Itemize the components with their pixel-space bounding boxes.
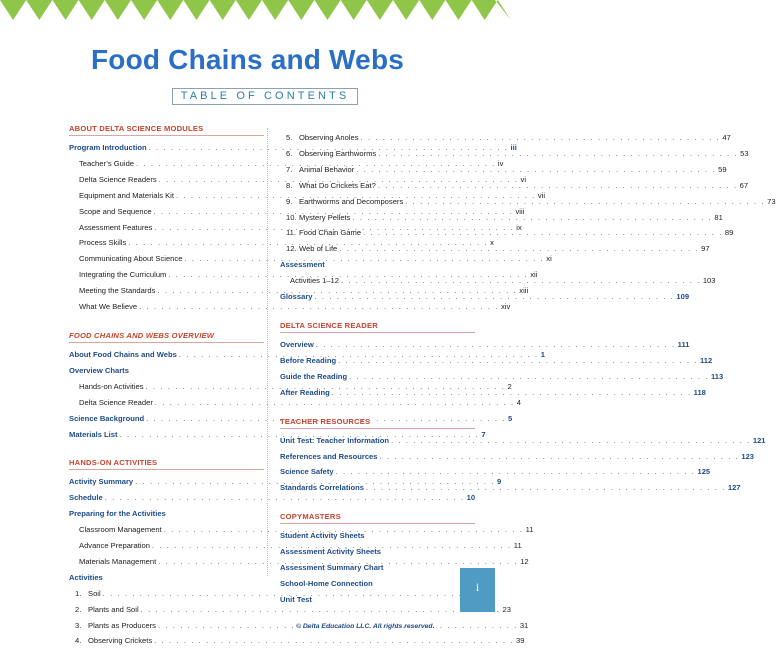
leader-dots — [363, 225, 723, 241]
copymaster-item[interactable]: Assessment Summary Chart — [280, 563, 384, 573]
toc-entry[interactable] — [280, 433, 766, 449]
leader-dots — [356, 162, 716, 178]
entry-page: 112 — [699, 355, 713, 365]
toc-entry[interactable] — [69, 633, 525, 649]
overview-heading-text: FOOD CHAINS AND WEBS OVERVIEW — [69, 330, 215, 340]
copymaster-item[interactable]: Assessment Activity Sheets — [280, 547, 382, 557]
entry-label: Program Introduction — [69, 143, 147, 152]
entry-label — [286, 225, 361, 241]
entry-label — [286, 210, 350, 226]
entry-page: vii — [537, 190, 546, 200]
entry-page: ix — [516, 222, 522, 232]
entry-page: 97 — [701, 244, 710, 254]
entry-page: 23 — [502, 604, 511, 614]
toc-entry[interactable] — [280, 480, 741, 496]
entry-label: Integrating the Curriculum — [79, 270, 167, 280]
entry-title: Plants as Producers — [88, 620, 156, 630]
section-heading-teacher: TEACHER RESOURCES — [280, 417, 475, 429]
section-heading-hands-on: HANDS-ON ACTIVITIES — [69, 458, 264, 470]
entry-title: Food Chain Game — [299, 228, 362, 238]
entry-label — [75, 586, 101, 602]
entry-label: Process Skills — [79, 238, 127, 248]
entry-page: x — [490, 238, 494, 248]
entry-label — [75, 602, 139, 618]
toc-entry[interactable] — [280, 369, 724, 385]
entry-title: Web of Life — [299, 244, 338, 254]
entry-page: 121 — [752, 435, 766, 445]
entry-label — [286, 194, 403, 210]
entry-label: Materials Management — [79, 556, 157, 566]
entry-page: 113 — [710, 371, 724, 381]
entry-number: 10. — [286, 212, 297, 222]
leader-dots — [332, 385, 692, 401]
copymaster-item[interactable]: Student Activity Sheets — [280, 531, 365, 541]
entry-label — [75, 633, 152, 649]
entry-label: Materials List — [69, 429, 118, 439]
entry-number: 9. — [286, 196, 293, 206]
entry-label: Science Background — [69, 413, 145, 423]
teacher-list — [280, 433, 766, 497]
entry-page: 10 — [466, 493, 476, 503]
toc-label: TABLE OF CONTENTS — [172, 88, 358, 105]
entry-page: xiv — [500, 302, 511, 312]
entry-page: 127 — [727, 483, 741, 493]
entry-page: iii — [510, 143, 517, 152]
toc-entry-schedule[interactable] — [69, 490, 476, 506]
entry-page: 2 — [507, 381, 512, 391]
entry-label: Delta Science Reader — [79, 397, 153, 407]
entry-label — [286, 130, 359, 146]
entry-page: 59 — [718, 164, 727, 174]
entry-page: 1 — [540, 349, 545, 359]
leader-dots — [154, 633, 514, 649]
entry-label: Teacher’s Guide — [79, 158, 135, 168]
entry-page: 67 — [739, 180, 749, 190]
toc-entry[interactable] — [280, 241, 710, 257]
entry-page: iv — [497, 158, 504, 168]
entry-number: 3. — [75, 620, 82, 630]
toc-entry[interactable] — [69, 586, 264, 602]
entry-label: Advance Preparation — [79, 541, 150, 551]
leader-dots — [380, 449, 740, 465]
entry-page: 123 — [741, 451, 755, 461]
entry-page: 53 — [740, 148, 749, 158]
entry-page: 47 — [722, 133, 731, 142]
entry-label — [286, 162, 354, 178]
entry-number: 12. — [286, 244, 297, 254]
leader-dots — [391, 433, 751, 449]
overview-charts-label: Overview Charts — [69, 365, 129, 375]
entry-number: 4. — [75, 636, 82, 646]
entry-label: Classroom Management — [79, 525, 162, 535]
entry-title: Observing Crickets — [88, 636, 153, 646]
leader-dots — [352, 210, 712, 226]
entry-label: Scope and Sequence — [79, 206, 152, 216]
entry-title: Plants and Soil — [88, 604, 139, 614]
entry-page: vi — [520, 174, 527, 184]
section-heading-overview — [69, 331, 264, 343]
page-number-tab — [460, 568, 495, 612]
entry-label — [286, 146, 376, 162]
entry-number: 1. — [75, 588, 82, 598]
leader-dots — [339, 241, 699, 257]
entry-title: Observing Earthworms — [299, 148, 377, 158]
leader-dots — [316, 337, 676, 353]
zigzag-teeth — [0, 0, 511, 20]
leader-dots — [336, 464, 696, 480]
entry-label: Science Safety — [280, 467, 334, 477]
entry-page: xi — [546, 254, 552, 264]
entry-number: 8. — [286, 180, 293, 190]
toc-entry[interactable] — [280, 337, 690, 353]
toc-entry[interactable] — [69, 395, 521, 411]
entry-page: 103 — [702, 276, 716, 286]
entry-page: 73 — [767, 196, 776, 206]
entry-label: Overview — [280, 339, 314, 349]
entry-page: 11 — [525, 525, 534, 535]
entry-label: About Food Chains and Webs — [69, 349, 177, 359]
toc-entry[interactable] — [69, 299, 511, 315]
entry-label: Hands-on Activities — [79, 381, 144, 391]
section-heading-reader: DELTA SCIENCE READER — [280, 321, 475, 333]
entry-label: Before Reading — [280, 355, 337, 365]
toc-entry[interactable] — [280, 130, 731, 146]
entry-label: Unit Test: Teacher Information — [280, 435, 389, 445]
entry-page: xiii — [519, 286, 529, 296]
reader-list — [280, 337, 724, 401]
entry-page: 111 — [677, 339, 690, 349]
entry-label — [75, 618, 156, 634]
entry-label: Assessment Features — [79, 222, 153, 232]
entry-title: Soil — [88, 588, 101, 598]
entry-page: 89 — [724, 228, 734, 238]
leader-dots — [366, 480, 726, 496]
activities-label: Activities — [69, 572, 103, 582]
entry-page: 81 — [714, 212, 723, 222]
entry-page: 11 — [513, 541, 522, 551]
page-number: i — [475, 580, 480, 594]
entry-number: 2. — [75, 604, 82, 614]
leader-dots — [378, 146, 738, 162]
entry-page: 125 — [697, 467, 711, 477]
toc-entry[interactable] — [280, 449, 755, 465]
leader-dots — [338, 353, 698, 369]
toc-entry[interactable] — [280, 385, 706, 401]
zigzag-border — [0, 0, 495, 22]
entry-label — [286, 241, 337, 257]
entry-page: viii — [515, 206, 525, 216]
entry-page: 5 — [507, 413, 513, 423]
leader-dots — [349, 369, 709, 385]
copyright-notice: © Delta Education LLC. All rights reserved. — [296, 623, 435, 630]
section-heading-about: ABOUT DELTA SCIENCE MODULES — [69, 124, 264, 136]
entry-label: Communicating About Science — [79, 254, 183, 264]
entry-label: Schedule — [69, 493, 103, 503]
entry-page: 31 — [519, 620, 529, 630]
assessment-label: Assessment — [280, 260, 325, 270]
entry-title: Observing Anoles — [299, 133, 359, 142]
copymaster-item[interactable]: Unit Test — [280, 594, 312, 604]
section-heading-copymasters: COPYMASTERS — [280, 512, 475, 524]
entry-page: 12 — [520, 556, 529, 566]
entry-label: Activities 1–12 — [290, 276, 339, 286]
entry-label: References and Resources — [280, 451, 378, 461]
leader-dots — [361, 130, 721, 146]
entry-label: Guide the Reading — [280, 371, 348, 381]
entry-label: What We Believe — [79, 302, 138, 312]
copymaster-item[interactable]: School-Home Connection — [280, 578, 373, 588]
entry-label: Standards Correlations — [280, 483, 364, 493]
leader-dots — [341, 273, 701, 289]
leader-dots — [315, 289, 675, 305]
entry-page: xii — [530, 270, 538, 280]
page-title: Food Chains and Webs — [90, 44, 405, 75]
entry-label: Equipment and Materials Kit — [79, 190, 174, 200]
entry-page: 7 — [481, 429, 486, 439]
entry-label: Activity Summary — [69, 477, 134, 487]
leader-dots — [378, 178, 738, 194]
entry-number: 7. — [286, 164, 293, 174]
entry-page: 118 — [693, 387, 706, 397]
preparing-label: Preparing for the Activities — [69, 509, 166, 519]
entry-label: Delta Science Readers — [79, 174, 157, 184]
entry-label — [286, 178, 376, 194]
leader-dots — [405, 194, 765, 210]
copymasters-list — [280, 528, 475, 608]
entry-page: 9 — [497, 477, 502, 487]
toc-entry[interactable] — [280, 464, 711, 480]
toc-entry[interactable] — [69, 602, 511, 618]
toc-entry[interactable] — [280, 353, 713, 369]
entry-number: 5. — [286, 133, 293, 142]
entry-number: 11. — [286, 228, 296, 238]
entry-page: 39 — [516, 636, 525, 646]
entry-title: What Do Crickets Eat? — [299, 180, 376, 190]
entry-title: Animal Behavior — [299, 164, 355, 174]
entry-label: Glossary — [280, 292, 313, 302]
entry-page: 109 — [676, 292, 690, 302]
entry-label: After Reading — [280, 387, 330, 397]
entry-number: 6. — [286, 148, 293, 158]
entry-label: Meeting the Standards — [79, 286, 156, 296]
entry-page: 4 — [516, 397, 521, 407]
entry-title: Earthworms and Decomposers — [299, 196, 404, 206]
entry-title: Mystery Pellets — [299, 212, 351, 222]
